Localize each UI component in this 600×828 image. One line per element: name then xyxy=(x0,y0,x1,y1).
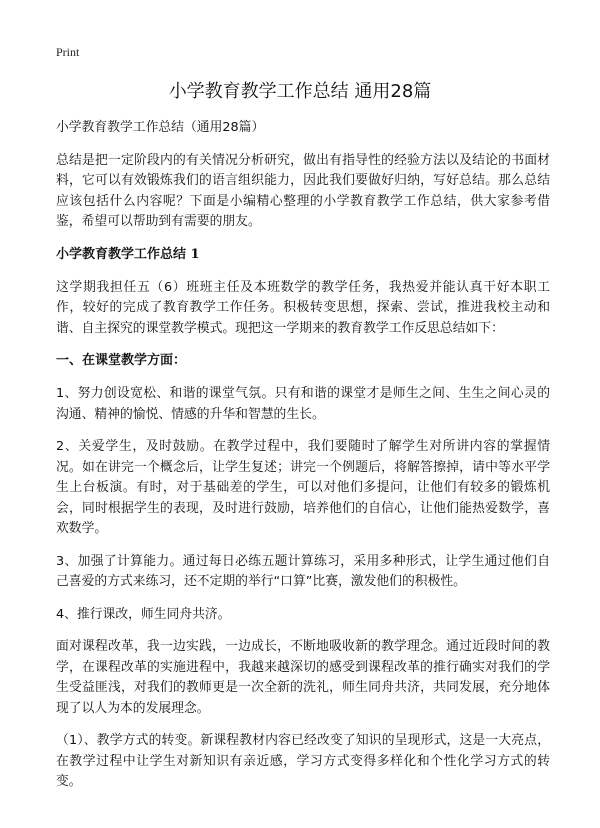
subtitle: 小学教育教学工作总结（通用28篇） xyxy=(56,120,265,135)
list-item-2: 2、关爱学生，及时鼓励。在教学过程中，我们要随时了解学生对所讲内容的掌握情况。如在讲完一个概念后，让学生复述；讲完一个例题后，将解答擦掉，请中等水平学生上台板演。有时，对于基础差的学生，可以对他们多提问，让他们有较多的锻炼机会，同时根据学生的表现，及时进行鼓励，培养他们的自信心，让他们能热爱数学，喜欢数学。 xyxy=(56,439,550,536)
list-item-1: 1、努力创设宽松、和谐的课堂气氛。只有和谐的课堂才是师生之间、生生之间心灵的沟通、精神的愉悦、情感的升华和智慧的生长。 xyxy=(56,386,550,422)
paragraph-3: （1）、教学方式的转变。新课程教材内容已经改变了知识的呈现形式，这是一大亮点，在教学过程中让学生对新知识有亲近感，学习方式变得多样化和个性化学习方式的转变。 xyxy=(56,733,550,789)
list-item-4: 4、推行课改，师生同舟共济。 xyxy=(56,606,231,622)
section-heading-1: 小学教育教学工作总结 1 xyxy=(56,246,200,262)
intro-paragraph: 总结是把一定阶段内的有关情况分析研究，做出有指导性的经验方法以及结论的书面材料，它可以有效锻炼我们的语言组织能力，因此我们要做好归纳，写好总结。那么总结应该包括什么内容呢？下面是小编精心整理的小学教育教学工作总结，供大家参考借鉴，希望可以帮助到有需要的朋友。 xyxy=(56,152,550,229)
classroom-section-heading: 一、在课堂教学方面： xyxy=(56,353,187,368)
paragraph-1: 这学期我担任五（6）班班主任及本班数学的教学任务，我热爱并能认真干好本职工作，较好的完成了教育教学工作任务。积极转变思想，探索、尝试，推进我校主动和谐、自主探究的课堂教学模式。现把这一学期来的教育教学工作反思总结如下： xyxy=(56,279,550,336)
print-link[interactable]: Print xyxy=(56,45,80,59)
paragraph-2: 面对课程改革，我一边实践，一边成长，不断地吸收新的教学理念。通过近段时间的教学，在课程改革的实施进程中，我越来越深切的感受到课程改革的推行确实对我们的学生受益匪浅，对我们的教师更是一次全新的洗礼，师生同舟共济，共同发展，充分地体现了以人为本的发展理念。 xyxy=(56,639,550,716)
article-body xyxy=(56,118,550,805)
list-item-3: 3、加强了计算能力。通过每日必练五题计算练习，采用多种形式，让学生通过他们自己喜爱的方式来练习，还不定期的举行“口算”比赛，激发他们的积极性。 xyxy=(56,553,550,589)
page-title: 小学教育教学工作总结 通用28篇 xyxy=(168,81,432,102)
